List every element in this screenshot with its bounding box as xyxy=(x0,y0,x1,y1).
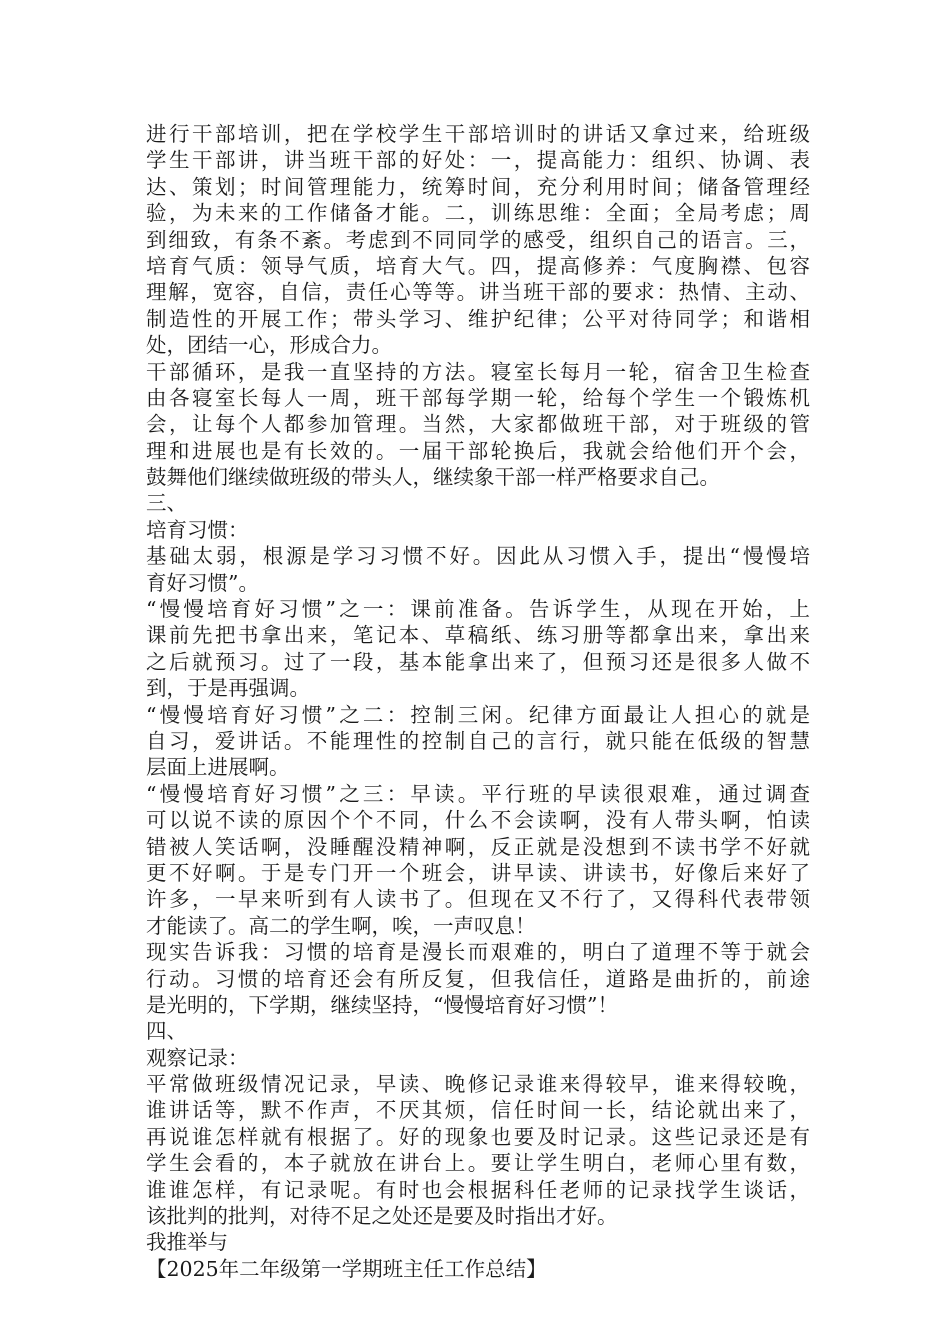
paragraph-line: 学生会看的，本子就放在讲台上。要让学生明白，老师心里有数， xyxy=(146,1151,810,1176)
document-title: 【2025年二年级第一学期班主任工作总结】 xyxy=(146,1256,547,1281)
section-number: 三、 xyxy=(146,491,187,516)
paragraph-line: 会，让每个人都参加管理。当然，大家都做班干部，对于班级的管 xyxy=(146,412,810,437)
paragraph-line: 干部循环，是我一直坚持的方法。寝室长每月一轮，宿舍卫生检查 xyxy=(146,359,810,384)
paragraph-line: 制造性的开展工作；带头学习、维护纪律；公平对待同学；和谐相 xyxy=(146,306,810,331)
paragraph-line: 基础太弱，根源是学习习惯不好。因此从习惯入手，提出“慢慢培 xyxy=(146,544,810,569)
paragraph-line: 行动。习惯的培育还会有所反复，但我信任，道路是曲折的，前途 xyxy=(146,966,810,991)
paragraph-line: 之后就预习。过了一段，基本能拿出来了，但预习还是很多人做不 xyxy=(146,649,810,674)
paragraph-line: 由各寝室长每人一周，班干部每学期一轮，给每个学生一个锻炼机 xyxy=(146,385,810,410)
paragraph-line: 进行干部培训，把在学校学生干部培训时的讲话又拿过来，给班级 xyxy=(146,122,810,146)
paragraph-line: 错被人笑话啊，没睡醒没精神啊，反正就是没想到不读书学不好就 xyxy=(146,834,810,859)
paragraph-line: 才能读了。高二的学生啊，唉，一声叹息！ xyxy=(146,913,536,938)
paragraph-line: “慢慢培育好习惯”之一：课前准备。告诉学生，从现在开始，上 xyxy=(146,597,810,622)
paragraph-line: 达、策划；时间管理能力，统筹时间，充分利用时间；储备管理经 xyxy=(146,174,810,199)
section-heading: 培育习惯： xyxy=(146,517,249,542)
paragraph-line: 到细致，有条不紊。考虑到不同同学的感受，组织自己的语言。三， xyxy=(146,227,810,252)
paragraph-line: 现实告诉我：习惯的培育是漫长而艰难的，明白了道理不等于就会 xyxy=(146,940,810,965)
paragraph-line: 理和进展也是有长效的。一届干部轮换后，我就会给他们开个会， xyxy=(146,438,810,463)
section-number: 四、 xyxy=(146,1019,187,1044)
paragraph-line: 是光明的，下学期，继续坚持，“慢慢培育好习惯”！ xyxy=(146,992,618,1017)
paragraph-line: 层面上进展啊。 xyxy=(146,755,290,780)
paragraph-line: 课前先把书拿出来，笔记本、草稿纸、练习册等都拿出来，拿出来 xyxy=(146,623,810,648)
paragraph-line: 更不好啊。于是专门开一个班会，讲早读、讲读书，好像后来好了 xyxy=(146,860,810,885)
document-body xyxy=(146,121,810,1282)
paragraph-line: 可以说不读的原因个个不同，什么不会读啊，没有人带头啊，怕读 xyxy=(146,808,810,833)
paragraph-line: 验，为未来的工作储备才能。二，训练思维：全面；全局考虑；周 xyxy=(146,201,810,226)
paragraph-line: “慢慢培育好习惯”之三：早读。平行班的早读很艰难，通过调查 xyxy=(146,781,810,806)
paragraph-line: 理解，宽容，自信，责任心等等。讲当班干部的要求：热情、主动、 xyxy=(146,280,810,305)
paragraph-line: 处，团结一心，形成合力。 xyxy=(146,333,392,358)
paragraph-line: 谁谁怎样，有记录呢。有时也会根据科任老师的记录找学生谈话， xyxy=(146,1177,810,1202)
paragraph-line: 我推举与 xyxy=(146,1230,228,1255)
paragraph-line: 培育气质：领导气质，培育大气。四，提高修养：气度胸襟、包容 xyxy=(146,253,810,278)
section-heading: 观察记录： xyxy=(146,1045,249,1070)
paragraph-line: 鼓舞他们继续做班级的带头人，继续象干部一样严格要求自己。 xyxy=(146,465,720,490)
paragraph-line: “慢慢培育好习惯”之二：控制三闲。纪律方面最让人担心的就是 xyxy=(146,702,810,727)
paragraph-line: 平常做班级情况记录，早读、晚修记录谁来得较早，谁来得较晚， xyxy=(146,1072,810,1097)
paragraph-line: 学生干部讲，讲当班干部的好处：一，提高能力：组织、协调、表 xyxy=(146,148,810,173)
paragraph-line: 再说谁怎样就有根据了。好的现象也要及时记录。这些记录还是有 xyxy=(146,1124,810,1149)
paragraph-line: 育好习惯”。 xyxy=(146,570,259,595)
paragraph-line: 自习，爱讲话。不能理性的控制自己的言行，就只能在低级的智慧 xyxy=(146,728,810,753)
paragraph-line: 到，于是再强调。 xyxy=(146,676,310,701)
paragraph-line: 该批判的批判，对待不足之处还是要及时指出才好。 xyxy=(146,1204,618,1229)
paragraph-line: 谁讲话等，默不作声，不厌其烦，信任时间一长，结论就出来了， xyxy=(146,1098,810,1123)
paragraph-line: 许多，一早来听到有人读书了。但现在又不行了，又得科代表带领 xyxy=(146,887,810,912)
